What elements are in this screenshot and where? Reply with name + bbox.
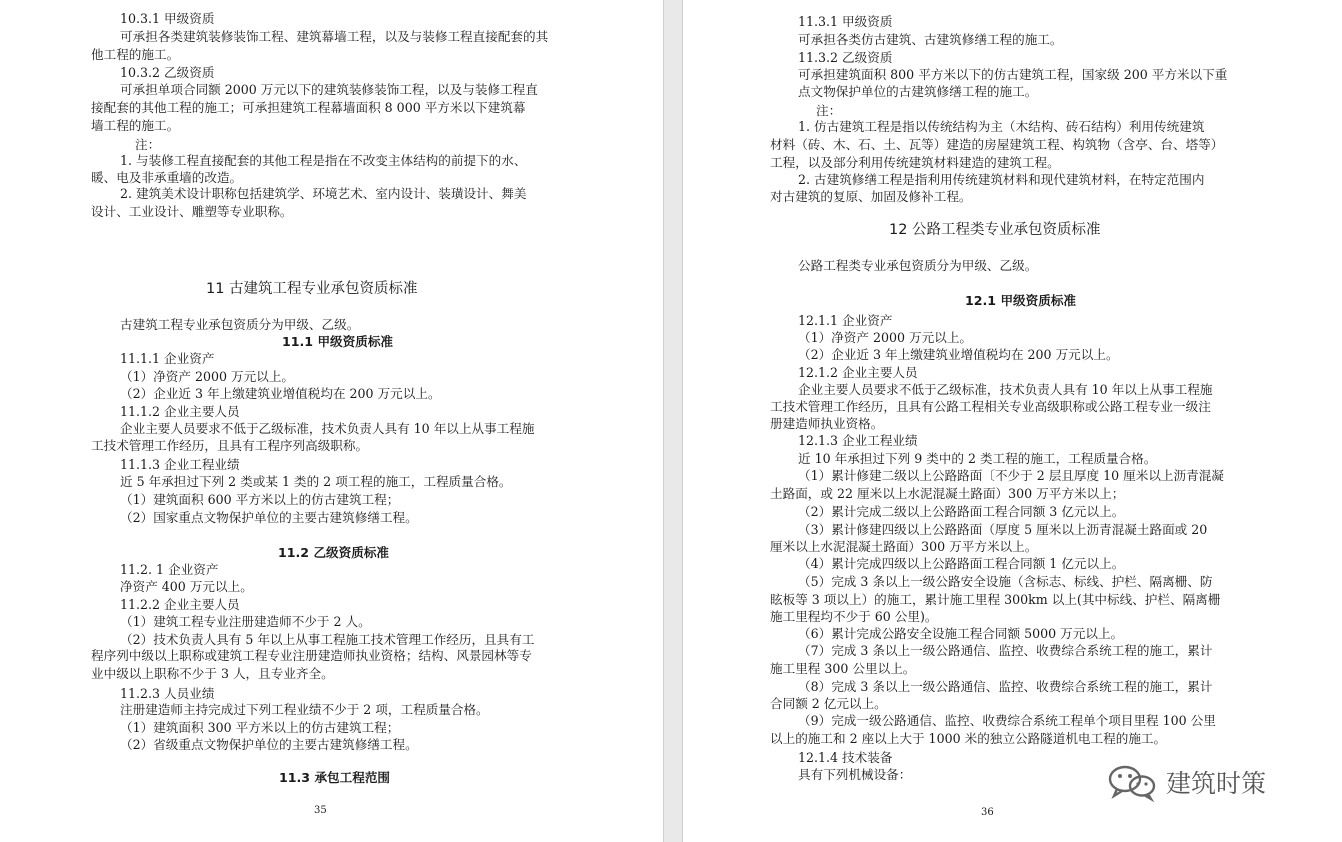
text-line: 材料（砖、木、石、土、瓦等）建造的房屋建筑工程、构筑物（含亭、台、塔等）	[770, 137, 1224, 152]
text-line: （6）累计完成公路安全设施工程合同额 5000 万元以上。	[798, 626, 1124, 641]
text-line: 1. 仿古建筑工程是指以传统结构为主（木结构、砖石结构）利用传统建筑	[798, 119, 1205, 134]
page-number: 35	[314, 805, 327, 816]
text-line: 近 5 年承担过下列 2 类或某 1 类的 2 项工程的施工，工程质量合格。	[120, 474, 512, 489]
text-line: 可承担建筑面积 800 平方米以下的仿古建筑工程，国家级 200 平方米以下重	[798, 67, 1228, 82]
text-line: 对古建筑的复原、加固及修补工程。	[770, 189, 972, 204]
text-line: 具有下列机械设备：	[798, 767, 912, 782]
text-line: 注：	[816, 103, 842, 118]
text-line: 点文物保护单位的古建筑修缮工程的施工。	[798, 84, 1038, 99]
text-line: 眩板等 3 项以上）的施工，累计施工里程 300km 以上(其中标线、护栏、隔离栅	[770, 592, 1221, 607]
text-line: 注：	[135, 137, 161, 152]
text-line: 可承担各类仿古建筑、古建筑修缮工程的施工。	[798, 32, 1063, 47]
text-line: 合同额 2 亿元以上。	[770, 696, 887, 711]
text-line: （9）完成一级公路通信、监控、收费综合系统工程单个项目里程 100 公里	[798, 713, 1216, 728]
page-gutter	[663, 0, 683, 842]
text-line: 接配套的其他工程的施工；可承担建筑工程幕墙面积 8 000 平方米以下建筑幕	[91, 100, 526, 115]
text-line: 12.1.2 企业主要人员	[798, 365, 918, 380]
section-heading: 11.1 甲级资质标准	[282, 334, 394, 349]
text-line: 注册建造师主持完成过下列工程业绩不少于 2 项，工程质量合格。	[120, 702, 489, 717]
document-page-36	[683, 0, 1342, 842]
text-line: 厘米以上水泥混凝土路面）300 万平方米以上。	[770, 539, 1038, 554]
watermark	[1106, 762, 1266, 802]
text-line: （2）累计完成二级以上公路路面工程合同额 3 亿元以上。	[798, 504, 1125, 519]
text-line: （8）完成 3 条以上一级公路通信、监控、收费综合系统工程的施工，累计	[798, 679, 1213, 694]
text-line: 工技术管理工作经历，且具有公路工程相关专业高级职称或公路工程专业一级注	[770, 399, 1211, 414]
section-heading: 11 古建筑工程专业承包资质标准	[206, 281, 418, 297]
text-line: 公路工程类专业承包资质分为甲级、乙级。	[798, 258, 1038, 273]
text-line: 业中级以上职称不少于 3 人，且专业齐全。	[91, 666, 334, 681]
text-line: 2. 建筑美术设计职称包括建筑学、环境艺术、室内设计、装璜设计、舞美	[120, 186, 527, 201]
text-line: 施工里程 300 公里以上。	[770, 661, 916, 676]
text-line: 程序列中级以上职称或建筑工程专业注册建造师执业资格；结构、风景园林等专	[91, 648, 532, 663]
text-line: 企业主要人员要求不低于乙级标准，技术负责人具有 10 年以上从事工程施	[120, 421, 535, 436]
text-line: 墙工程的施工。	[91, 118, 180, 133]
text-line: 土路面，或 22 厘米以上水泥混凝土路面）300 万平方米以上；	[770, 486, 1125, 501]
text-line: （5）完成 3 条以上一级公路安全设施（含标志、标线、护栏、隔离栅、防	[798, 574, 1213, 589]
text-line: 施工里程均不少于 60 公里)。	[770, 609, 938, 624]
text-line: 2. 古建筑修缮工程是指利用传统建筑材料和现代建筑材料，在特定范围内	[798, 172, 1205, 187]
page-number: 36	[981, 807, 994, 818]
text-line: 暖、电及非承重墙的改造。	[91, 170, 243, 185]
text-line: （1）建筑面积 300 平方米以上的仿古建筑工程；	[120, 720, 400, 735]
text-line: 11.2. 1 企业资产	[120, 562, 219, 577]
text-line: （2）技术负责人具有 5 年以上从事工程施工技术管理工作经历，且具有工	[120, 632, 535, 647]
text-line: 近 10 年承担过下列 9 类中的 2 类工程的施工，工程质量合格。	[798, 451, 1157, 466]
text-line: 工程，以及部分利用传统建筑材料建造的建筑工程。	[770, 155, 1060, 170]
text-line: 可承担各类建筑装修装饰工程、建筑幕墙工程，以及与装修工程直接配套的其	[120, 29, 549, 44]
text-line: 10.3.1 甲级资质	[120, 11, 215, 26]
section-heading: 12 公路工程类专业承包资质标准	[889, 222, 1101, 238]
text-line: （7）完成 3 条以上一级公路通信、监控、收费综合系统工程的施工，累计	[798, 643, 1213, 658]
text-line: 12.1.3 企业工程业绩	[798, 433, 918, 448]
text-line: （1）净资产 2000 万元以上。	[120, 369, 295, 384]
text-line: 以上的施工和 2 座以上大于 1000 米的独立公路隧道机电工程的施工。	[770, 731, 1167, 746]
text-line: 可承担单项合同额 2000 万元以下的建筑装修装饰工程，以及与装修工程直	[120, 82, 538, 97]
text-line: 12.1.4 技术装备	[798, 750, 893, 765]
text-line: 他工程的施工。	[91, 47, 180, 62]
text-line: 净资产 400 万元以上。	[120, 579, 253, 594]
text-line: 12.1.1 企业资产	[798, 313, 893, 328]
text-line: （1）建筑面积 600 平方米以上的仿古建筑工程；	[120, 492, 400, 507]
section-heading: 11.2 乙级资质标准	[278, 545, 390, 560]
text-line: 11.1.2 企业主要人员	[120, 404, 240, 419]
text-line: （4）累计完成四级以上公路路面工程合同额 1 亿元以上。	[798, 556, 1125, 571]
text-line: 古建筑工程专业承包资质分为甲级、乙级。	[120, 317, 360, 332]
text-line: （1）净资产 2000 万元以上。	[798, 330, 973, 345]
text-line: 册建造师执业资格。	[770, 416, 884, 431]
text-line: （2）省级重点文物保护单位的主要古建筑修缮工程。	[120, 737, 418, 752]
text-line: 1. 与装修工程直接配套的其他工程是指在不改变主体结构的前提下的水、	[120, 153, 527, 168]
wechat-logo-icon	[1106, 762, 1160, 802]
text-line: 设计、工业设计、雕塑等专业职称。	[91, 204, 293, 219]
text-line: 10.3.2 乙级资质	[120, 65, 215, 80]
watermark-text: 建筑时策	[1166, 769, 1267, 798]
text-line: （1）累计修建二级以上公路路面〔不少于 2 层且厚度 10 厘米以上沥青混凝	[798, 468, 1224, 483]
section-heading: 12.1 甲级资质标准	[965, 293, 1077, 308]
text-line: 11.1.3 企业工程业绩	[120, 457, 240, 472]
text-line: 11.3.1 甲级资质	[798, 14, 893, 29]
text-line: 11.3.2 乙级资质	[798, 50, 893, 65]
text-line: （1）建筑工程专业注册建造师不少于 2 人。	[120, 614, 371, 629]
text-line: 企业主要人员要求不低于乙级标准，技术负责人具有 10 年以上从事工程施	[798, 382, 1213, 397]
text-line: 11.2.2 企业主要人员	[120, 597, 240, 612]
document-page-35	[0, 0, 663, 842]
text-line: 11.2.3 人员业绩	[120, 686, 215, 701]
text-line: （2）企业近 3 年上缴建筑业增值税均在 200 万元以上。	[798, 347, 1119, 362]
text-line: （2）企业近 3 年上缴建筑业增值税均在 200 万元以上。	[120, 386, 441, 401]
text-line: （3）累计修建四级以上公路路面（厚度 5 厘米以上沥青混凝土路面或 20	[798, 522, 1208, 537]
text-line: 工技术管理工作经历，且具有工程序列高级职称。	[91, 438, 369, 453]
text-line: 11.1.1 企业资产	[120, 351, 215, 366]
section-heading: 11.3 承包工程范围	[279, 770, 391, 785]
text-line: （2）国家重点文物保护单位的主要古建筑修缮工程。	[120, 510, 418, 525]
